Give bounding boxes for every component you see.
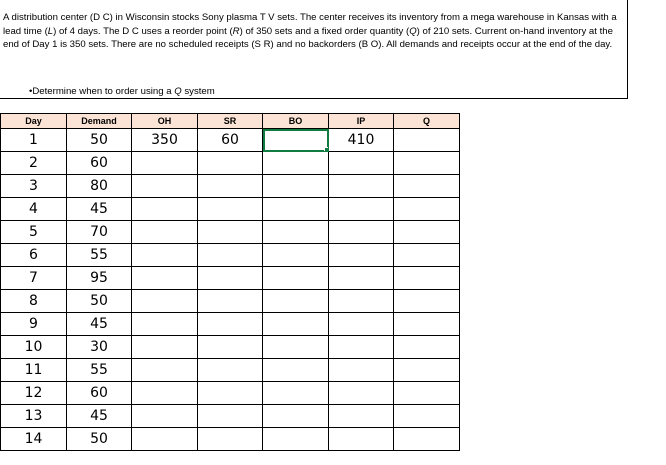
cell-q[interactable] bbox=[394, 175, 460, 198]
cell-bo[interactable] bbox=[263, 359, 329, 382]
table-row bbox=[1, 313, 460, 336]
cell-sr[interactable] bbox=[198, 221, 263, 244]
problem-statement-box bbox=[0, 0, 628, 99]
cell-demand[interactable]: 70 bbox=[67, 221, 132, 244]
cell-oh[interactable] bbox=[132, 313, 198, 336]
cell-bo[interactable] bbox=[263, 198, 329, 221]
cell-sr[interactable] bbox=[198, 198, 263, 221]
cell-ip[interactable] bbox=[329, 359, 394, 382]
cell-bo[interactable] bbox=[263, 336, 329, 359]
cell-bo[interactable] bbox=[263, 382, 329, 405]
cell-demand[interactable]: 50 bbox=[67, 290, 132, 313]
cell-oh[interactable] bbox=[132, 382, 198, 405]
cell-oh[interactable] bbox=[132, 152, 198, 175]
cell-demand[interactable]: 60 bbox=[67, 152, 132, 175]
cell-q[interactable] bbox=[394, 198, 460, 221]
table-row bbox=[1, 359, 460, 382]
table-row bbox=[1, 221, 460, 244]
cell-bo[interactable] bbox=[263, 405, 329, 428]
cell-ip[interactable] bbox=[329, 175, 394, 198]
cell-demand[interactable]: 45 bbox=[67, 405, 132, 428]
table-row bbox=[1, 244, 460, 267]
cell-day[interactable]: 6 bbox=[1, 244, 67, 267]
table-row bbox=[1, 428, 460, 451]
cell-oh[interactable] bbox=[132, 405, 198, 428]
header-day[interactable]: Day bbox=[1, 114, 67, 129]
cell-bo[interactable] bbox=[263, 175, 329, 198]
problem-statement: A distribution center (D C) in Wisconsin stocks Sony plasma T V sets. The center receives its inventory from a mega warehouse in Kansas with a lead time (L) of 4 days. The D C uses a reorder point (R) of 350 sets and a fixed order quantity (Q) of 210 sets. Current on-hand inventory at the end of Day 1 is 350 sets. There are no scheduled receipts (S R) and no backorders (B O). All demands and receipts occur at the end of the day. bbox=[3, 12, 617, 51]
cell-day[interactable]: 13 bbox=[1, 405, 67, 428]
header-row bbox=[1, 114, 460, 129]
cell-day[interactable]: 4 bbox=[1, 198, 67, 221]
cell-demand[interactable]: 45 bbox=[67, 313, 132, 336]
cell-demand[interactable]: 60 bbox=[67, 382, 132, 405]
cell-ip[interactable] bbox=[329, 313, 394, 336]
header-bo[interactable]: BO bbox=[263, 114, 329, 129]
cell-oh[interactable] bbox=[132, 221, 198, 244]
cell-demand[interactable]: 55 bbox=[67, 359, 132, 382]
cell-q[interactable] bbox=[394, 405, 460, 428]
header-ip[interactable]: IP bbox=[329, 114, 394, 129]
cell-q[interactable] bbox=[394, 359, 460, 382]
cell-sr[interactable] bbox=[198, 382, 263, 405]
cell-day[interactable]: 11 bbox=[1, 359, 67, 382]
cell-q[interactable] bbox=[394, 336, 460, 359]
inventory-table bbox=[0, 113, 460, 451]
cell-sr[interactable] bbox=[198, 405, 263, 428]
cell-day[interactable]: 7 bbox=[1, 267, 67, 290]
cell-q[interactable] bbox=[394, 428, 460, 451]
table-row bbox=[1, 267, 460, 290]
cell-ip[interactable] bbox=[329, 244, 394, 267]
cell-sr[interactable] bbox=[198, 175, 263, 198]
cell-ip[interactable] bbox=[329, 221, 394, 244]
cell-demand[interactable]: 45 bbox=[67, 198, 132, 221]
cell-q[interactable] bbox=[394, 129, 460, 152]
table-row bbox=[1, 152, 460, 175]
table-row bbox=[1, 336, 460, 359]
cell-q[interactable] bbox=[394, 313, 460, 336]
cell-bo[interactable] bbox=[263, 290, 329, 313]
cell-sr[interactable] bbox=[198, 152, 263, 175]
header-demand[interactable]: Demand bbox=[67, 114, 132, 129]
cell-sr[interactable] bbox=[198, 244, 263, 267]
cell-sr[interactable] bbox=[198, 267, 263, 290]
instruction-text: •Determine when to order using a Q system bbox=[29, 86, 215, 97]
cell-sr[interactable] bbox=[198, 290, 263, 313]
cell-demand[interactable]: 55 bbox=[67, 244, 132, 267]
cell-day[interactable]: 2 bbox=[1, 152, 67, 175]
cell-ip[interactable] bbox=[329, 405, 394, 428]
table-row bbox=[1, 382, 460, 405]
cell-day[interactable]: 12 bbox=[1, 382, 67, 405]
cell-q[interactable] bbox=[394, 290, 460, 313]
cell-sr[interactable] bbox=[198, 313, 263, 336]
cell-sr[interactable]: 60 bbox=[198, 129, 263, 152]
cell-day[interactable]: 9 bbox=[1, 313, 67, 336]
cell-q[interactable] bbox=[394, 382, 460, 405]
cell-day[interactable]: 10 bbox=[1, 336, 67, 359]
cell-ip[interactable] bbox=[329, 382, 394, 405]
cell-oh[interactable] bbox=[132, 198, 198, 221]
cell-day[interactable]: 14 bbox=[1, 428, 67, 451]
header-oh[interactable]: OH bbox=[132, 114, 198, 129]
cell-day[interactable]: 3 bbox=[1, 175, 67, 198]
cell-oh[interactable] bbox=[132, 244, 198, 267]
cell-q[interactable] bbox=[394, 267, 460, 290]
cell-sr[interactable] bbox=[198, 359, 263, 382]
cell-demand[interactable]: 50 bbox=[67, 428, 132, 451]
cell-ip[interactable] bbox=[329, 428, 394, 451]
cell-demand[interactable]: 80 bbox=[67, 175, 132, 198]
cell-oh[interactable] bbox=[132, 175, 198, 198]
cell-sr[interactable] bbox=[198, 428, 263, 451]
cell-ip[interactable]: 410 bbox=[329, 129, 394, 152]
cell-q[interactable] bbox=[394, 244, 460, 267]
cell-day[interactable]: 8 bbox=[1, 290, 67, 313]
cell-demand[interactable]: 95 bbox=[67, 267, 132, 290]
table-row bbox=[1, 405, 460, 428]
cell-bo[interactable] bbox=[263, 428, 329, 451]
table-row bbox=[1, 290, 460, 313]
cell-ip[interactable] bbox=[329, 336, 394, 359]
cell-demand[interactable]: 50 bbox=[67, 129, 132, 152]
table-row bbox=[1, 198, 460, 221]
table-row bbox=[1, 175, 460, 198]
header-sr[interactable]: SR bbox=[198, 114, 263, 129]
cell-bo[interactable] bbox=[263, 244, 329, 267]
table-row bbox=[1, 129, 460, 152]
cell-bo-selected[interactable] bbox=[263, 129, 329, 152]
cell-oh[interactable] bbox=[132, 267, 198, 290]
cell-day[interactable]: 1 bbox=[1, 129, 67, 152]
cell-oh[interactable] bbox=[132, 428, 198, 451]
cell-bo[interactable] bbox=[263, 152, 329, 175]
cell-day[interactable]: 5 bbox=[1, 221, 67, 244]
header-q[interactable]: Q bbox=[394, 114, 460, 129]
cell-bo[interactable] bbox=[263, 313, 329, 336]
cell-q[interactable] bbox=[394, 152, 460, 175]
cell-oh[interactable] bbox=[132, 290, 198, 313]
cell-oh[interactable] bbox=[132, 359, 198, 382]
cell-demand[interactable]: 30 bbox=[67, 336, 132, 359]
cell-sr[interactable] bbox=[198, 336, 263, 359]
cell-ip[interactable] bbox=[329, 290, 394, 313]
cell-oh[interactable]: 350 bbox=[132, 129, 198, 152]
cell-ip[interactable] bbox=[329, 198, 394, 221]
cell-ip[interactable] bbox=[329, 152, 394, 175]
cell-oh[interactable] bbox=[132, 336, 198, 359]
cell-q[interactable] bbox=[394, 221, 460, 244]
cell-bo[interactable] bbox=[263, 221, 329, 244]
cell-ip[interactable] bbox=[329, 267, 394, 290]
cell-bo[interactable] bbox=[263, 267, 329, 290]
